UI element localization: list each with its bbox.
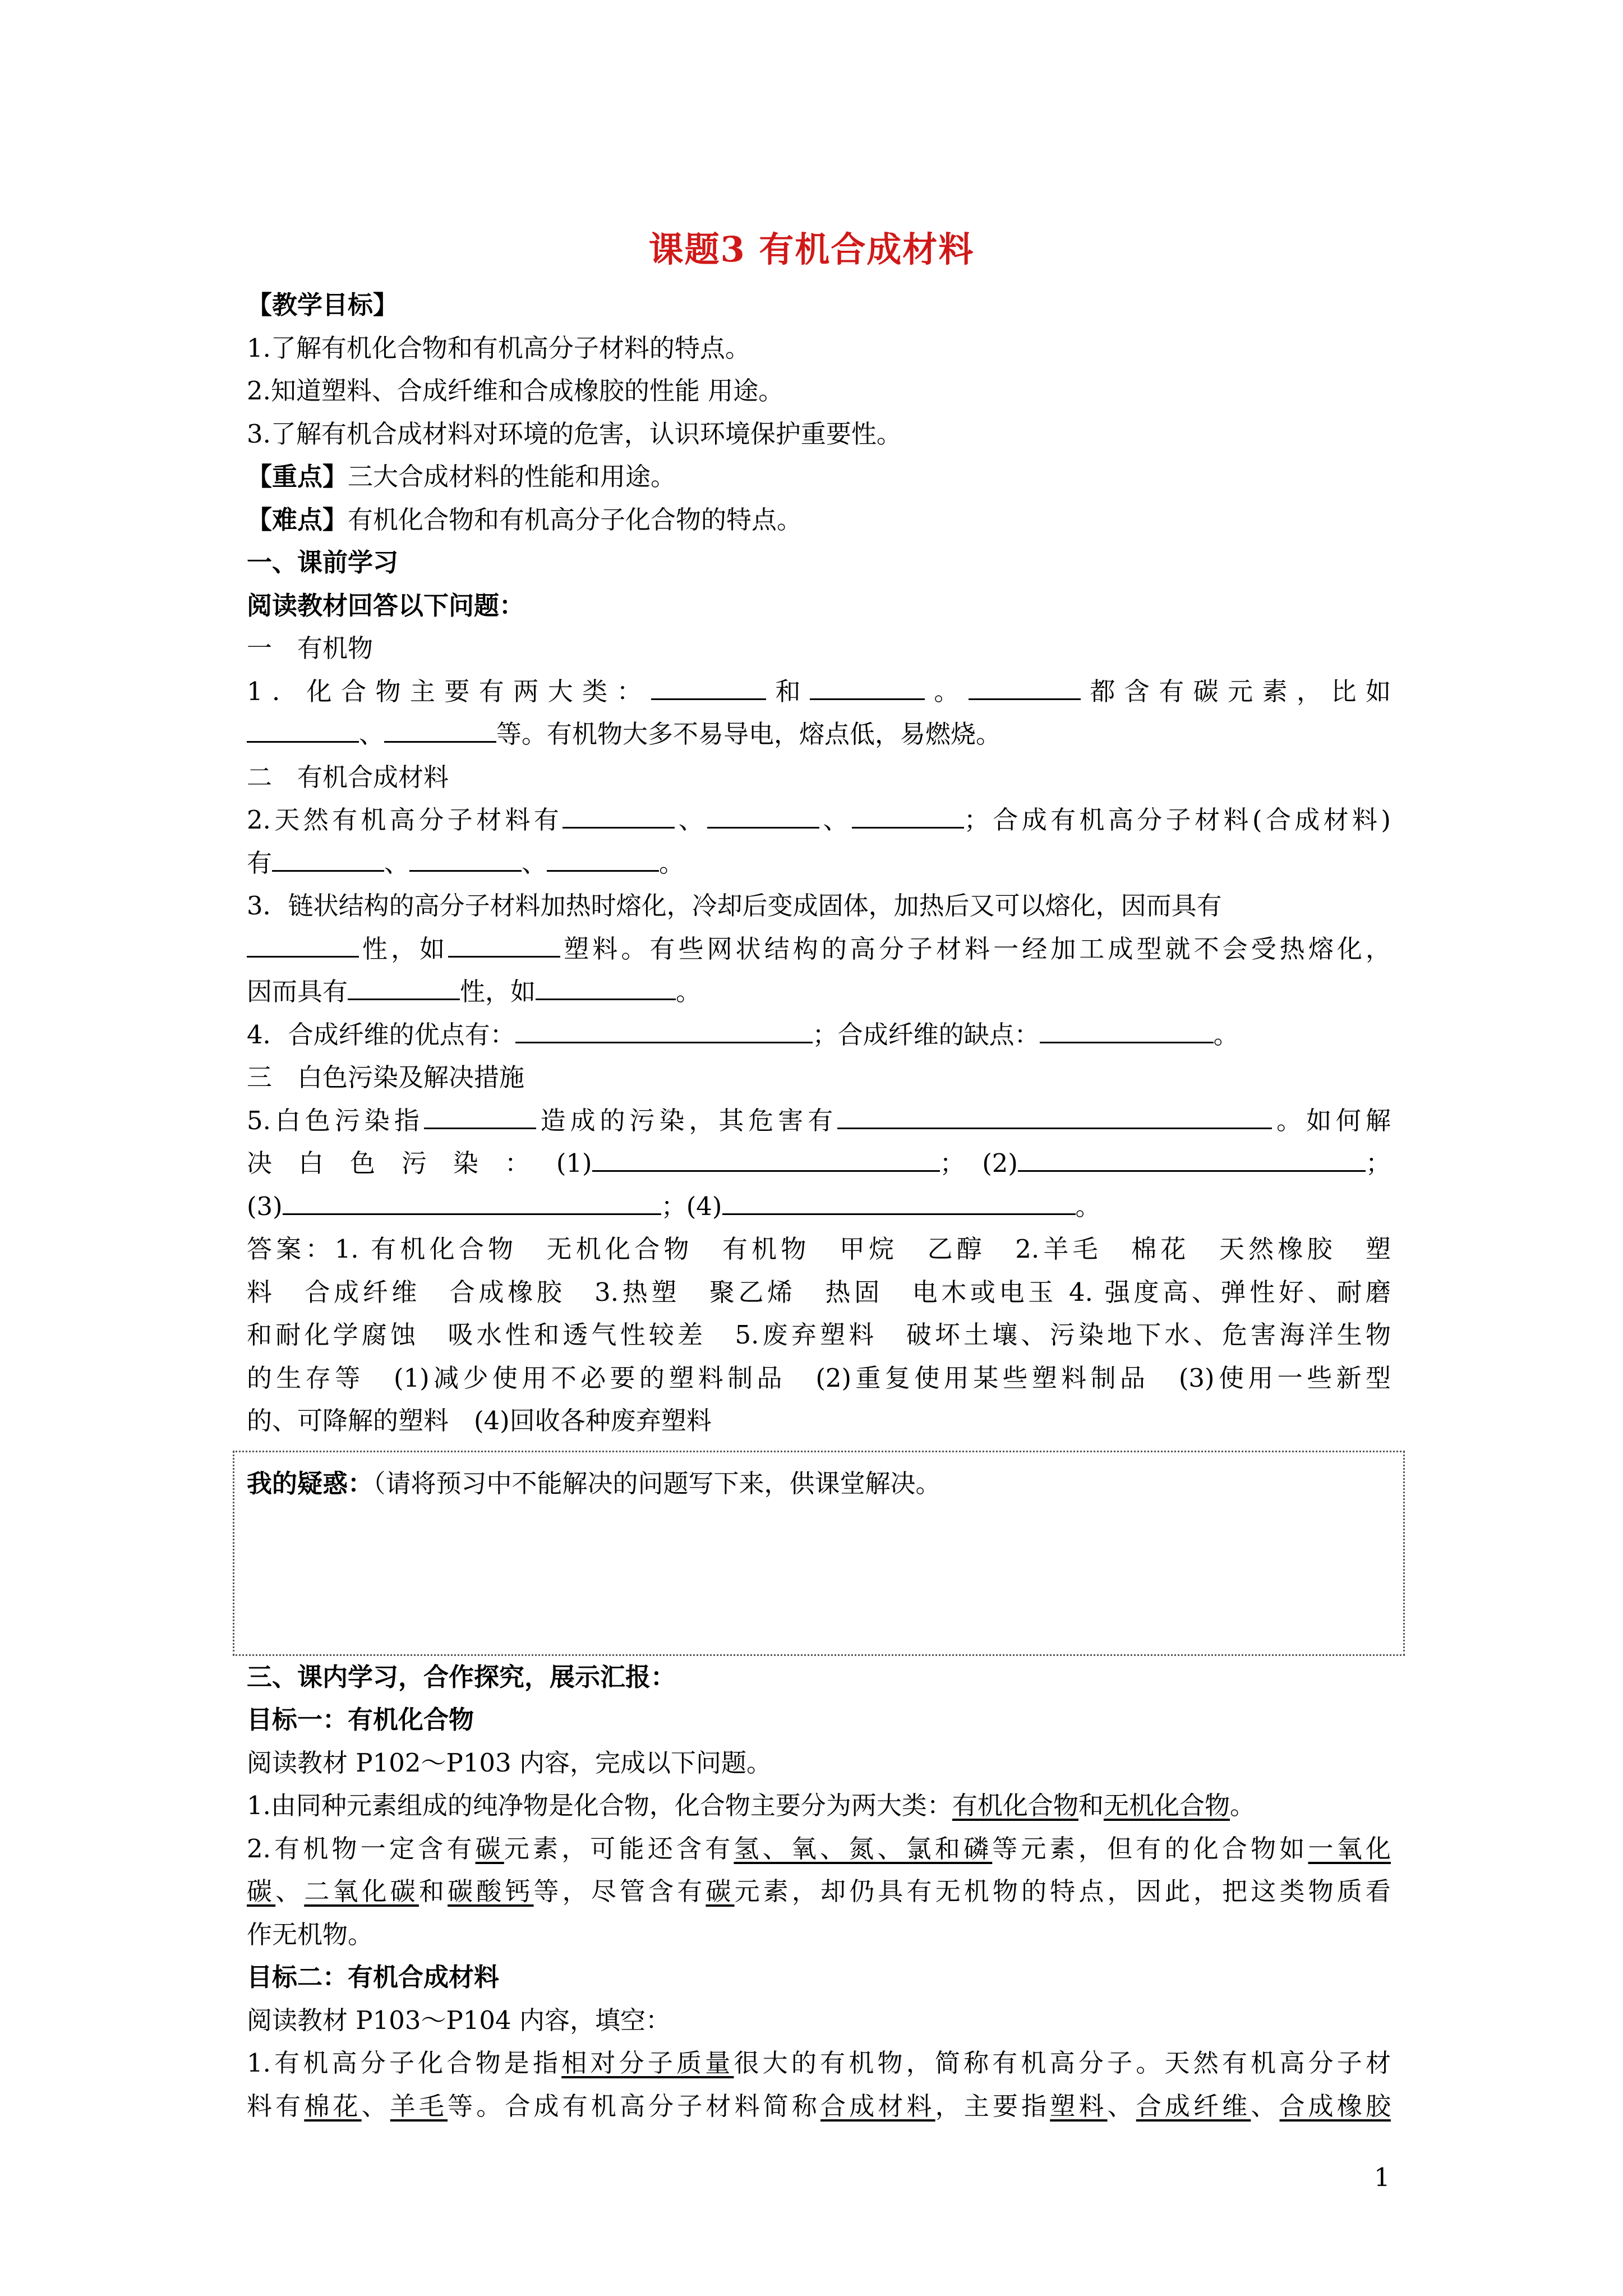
text: 和 bbox=[766, 676, 810, 706]
text: 、 bbox=[1251, 2091, 1280, 2121]
filled-answer: 二氧化碳 bbox=[304, 1876, 419, 1906]
answer-blank[interactable] bbox=[247, 933, 359, 958]
answer-blank[interactable] bbox=[592, 1148, 940, 1172]
answer-blank[interactable] bbox=[348, 976, 460, 1000]
doubt-label: 我的疑惑： bbox=[247, 1468, 374, 1498]
question-4 bbox=[247, 1014, 1391, 1057]
doubt-prompt bbox=[247, 1462, 1391, 1506]
text: ；合成有机高分子材料(合成材料) bbox=[963, 805, 1391, 835]
difficult-point bbox=[247, 499, 1391, 542]
text: 、 bbox=[675, 805, 708, 835]
filled-answer: 碳 bbox=[706, 1876, 735, 1906]
page-number: 1 bbox=[1374, 2162, 1390, 2192]
section-heading: 一、课前学习 bbox=[247, 547, 399, 577]
subheading: 二 有机合成材料 bbox=[247, 762, 449, 792]
text: 性，如 bbox=[359, 933, 449, 964]
filled-answer: 塑料 bbox=[1050, 2091, 1108, 2121]
text: 。 bbox=[1075, 1191, 1101, 1221]
text: 2.天然有机高分子材料有 bbox=[247, 805, 563, 835]
answer-blank[interactable] bbox=[448, 933, 560, 958]
text: 、 bbox=[522, 848, 547, 878]
text: 。 bbox=[659, 848, 685, 878]
text: 。如何解 bbox=[1272, 1105, 1391, 1135]
text: 、 bbox=[1107, 2091, 1136, 2121]
filled-answer: 无机化合物 bbox=[1103, 1791, 1230, 1820]
answer-line: 和耐化学腐蚀 吸水性和透气性较差 5.废弃塑料 破坏土壤、污染地下水、危害海洋生物 bbox=[247, 1320, 1391, 1350]
text: 等，尽管含有 bbox=[533, 1876, 706, 1906]
answer-blank[interactable] bbox=[384, 719, 496, 743]
objective-item: 3.了解有机合成材料对环境的危害，认识环境保护重要性。 bbox=[247, 418, 902, 449]
text: 元素，却仍具有无机物的特点，因此，把这类物质看 bbox=[734, 1876, 1391, 1906]
question-1-line-2 bbox=[247, 713, 1391, 756]
filled-answer: 碳 bbox=[247, 1876, 276, 1906]
text: 等。有机物大多不易导电，熔点低，易燃烧。 bbox=[496, 719, 1002, 749]
question-3-line-2 bbox=[247, 928, 1391, 971]
doubt-box[interactable] bbox=[233, 1451, 1405, 1656]
question-3-line-1: 3．链状结构的高分子材料加热时熔化，冷却后变成固体，加热后又可以熔化，因而具有 bbox=[247, 891, 1222, 921]
answer-line: 的、可降解的塑料 (4)回收各种废弃塑料 bbox=[247, 1406, 712, 1435]
text: 和 bbox=[418, 1876, 448, 1906]
text: 1.由同种元素组成的纯净物是化合物，化合物主要分为两大类： bbox=[247, 1791, 952, 1820]
read-prompt: 阅读教材回答以下问题： bbox=[247, 590, 525, 620]
filled-answer: 碳酸钙 bbox=[448, 1876, 534, 1906]
filled-answer: 合成材料 bbox=[820, 2091, 935, 2121]
goal1-item-2-line-1 bbox=[247, 1828, 1391, 1871]
text: ；(4) bbox=[661, 1191, 722, 1221]
read-instruction: 阅读教材 P102～P103 内容，完成以下问题。 bbox=[247, 1747, 772, 1778]
text: ； bbox=[1365, 1148, 1391, 1178]
answer-blank[interactable] bbox=[283, 1191, 661, 1215]
filled-answer: 有机化合物 bbox=[952, 1791, 1078, 1820]
answer-blank[interactable] bbox=[515, 1019, 813, 1043]
answer-blank[interactable] bbox=[707, 804, 819, 829]
filled-answer: 棉花 bbox=[304, 2091, 362, 2121]
text: 、 bbox=[275, 1876, 305, 1906]
subheading: 一 有机物 bbox=[247, 633, 374, 663]
doubt-text: （请将预习中不能解决的问题写下来，供课堂解决。 bbox=[373, 1468, 941, 1498]
text: 5.白色污染指 bbox=[247, 1105, 424, 1135]
text: 料有 bbox=[247, 2091, 305, 2121]
text: 有 bbox=[247, 848, 273, 878]
answer-blank[interactable] bbox=[247, 719, 359, 743]
question-2-line-2 bbox=[247, 842, 1391, 885]
objective-item: 2.知道塑料、合成纤维和合成橡胶的性能 用途。 bbox=[247, 376, 784, 406]
text: 2.有机物一定含有 bbox=[247, 1833, 476, 1864]
document-title: 课题3 有机合成材料 bbox=[648, 229, 975, 270]
answer-blank[interactable] bbox=[722, 1191, 1076, 1215]
text: 。 bbox=[924, 676, 969, 706]
answer-line: 答案：1. 有机化合物 无机化合物 有机物 甲烷 乙醇 2.羊毛 棉花 天然橡胶 塑 bbox=[247, 1234, 1391, 1264]
text: 很大的有机物，简称有机高分子。天然有机高分子材 bbox=[734, 2048, 1391, 2078]
answer-line: 的生存等 (1)减少使用不必要的塑料制品 (2)重复使用某些塑料制品 (3)使用一些新型 bbox=[247, 1363, 1391, 1393]
filled-answer: 碳 bbox=[475, 1833, 504, 1864]
answer-blank[interactable] bbox=[272, 848, 384, 872]
goal1-item-2-line-2 bbox=[247, 1870, 1391, 1913]
question-5-line-1 bbox=[247, 1099, 1391, 1143]
filled-answer: 一氧化 bbox=[1308, 1833, 1391, 1864]
text: 、 bbox=[819, 805, 852, 835]
goal-heading: 目标一：有机化合物 bbox=[247, 1705, 474, 1734]
answer-blank[interactable] bbox=[409, 848, 522, 872]
answer-blank[interactable] bbox=[837, 1105, 1272, 1129]
document-body bbox=[247, 284, 1391, 2128]
text: ； (2) bbox=[939, 1148, 1018, 1178]
goal2-item-1-line-2 bbox=[247, 2085, 1391, 2128]
text: ，主要指 bbox=[935, 2091, 1050, 2121]
text: 。 bbox=[676, 977, 702, 1006]
filled-answer: 合成橡胶 bbox=[1279, 2091, 1391, 2121]
answer-blank[interactable] bbox=[424, 1105, 536, 1129]
answer-blank[interactable] bbox=[651, 676, 766, 700]
filled-answer: 合成纤维 bbox=[1136, 2091, 1251, 2121]
text: 造成的污染，其危害有 bbox=[536, 1105, 838, 1135]
goal2-item-1-line-1 bbox=[247, 2042, 1391, 2085]
text: 因而具有 bbox=[247, 977, 348, 1006]
text: 1.有机高分子化合物是指 bbox=[247, 2048, 562, 2078]
key-text: 三大合成材料的性能和用途。 bbox=[348, 462, 676, 491]
goal1-item-2-line-3: 作无机物。 bbox=[247, 1919, 374, 1949]
read-instruction: 阅读教材 P103～P104 内容，填空： bbox=[247, 2005, 671, 2035]
objectives-header: 【教学目标】 bbox=[247, 290, 399, 320]
objective-item: 1.了解有机化合物和有机高分子材料的特点。 bbox=[247, 333, 750, 363]
answer-blank[interactable] bbox=[547, 848, 659, 872]
question-2-line-1 bbox=[247, 799, 1391, 842]
question-5-line-2 bbox=[247, 1142, 1391, 1185]
text: 决 白 色 污 染 ： (1) bbox=[247, 1148, 592, 1178]
question-3-line-3 bbox=[247, 970, 1391, 1014]
section-heading: 三、课内学习，合作探究，展示汇报： bbox=[247, 1662, 676, 1692]
key-point bbox=[247, 455, 1391, 499]
text: 、 bbox=[361, 2091, 390, 2121]
text: 性，如 bbox=[460, 977, 536, 1006]
text: 塑料。有些网状结构的高分子材料一经加工成型就不会受热熔化， bbox=[560, 933, 1391, 964]
answer-blank[interactable] bbox=[810, 676, 925, 700]
filled-answer: 氢、氧、氮、氯和磷 bbox=[734, 1833, 993, 1864]
key-label: 【重点】 bbox=[247, 462, 348, 491]
text: 等。合成有机高分子材料简称 bbox=[448, 2091, 821, 2121]
question-1-line-1 bbox=[247, 670, 1391, 714]
text: 4．合成纤维的优点有： bbox=[247, 1019, 515, 1050]
answer-blank[interactable] bbox=[562, 804, 675, 829]
text: 等元素，但有的化合物如 bbox=[992, 1833, 1308, 1864]
difficult-label: 【难点】 bbox=[247, 504, 348, 535]
goal-heading: 目标二：有机合成材料 bbox=[247, 1962, 500, 1992]
text: 和 bbox=[1078, 1791, 1104, 1820]
text: 1．化合物主要有两大类： bbox=[247, 676, 652, 706]
goal1-item-1 bbox=[247, 1784, 1391, 1828]
answer-blank[interactable] bbox=[536, 976, 676, 1000]
subheading: 三 白色污染及解决措施 bbox=[247, 1062, 525, 1092]
text: 都含有碳元素，比如 bbox=[1080, 676, 1391, 706]
answer-line: 料 合成纤维 合成橡胶 3.热塑 聚乙烯 热固 电木或电玉 4. 强度高、弹性好、耐磨 bbox=[247, 1277, 1391, 1307]
text: 。 bbox=[1229, 1791, 1255, 1820]
question-5-line-3 bbox=[247, 1185, 1391, 1228]
difficult-text: 有机化合物和有机高分子化合物的特点。 bbox=[348, 504, 803, 535]
text: ；合成纤维的缺点： bbox=[812, 1019, 1040, 1050]
text: 、 bbox=[384, 848, 410, 878]
text: 元素，可能还含有 bbox=[504, 1833, 734, 1864]
answer-blank[interactable] bbox=[1040, 1019, 1214, 1043]
answer-blank[interactable] bbox=[852, 804, 964, 829]
answer-blank[interactable] bbox=[1018, 1148, 1366, 1172]
filled-answer: 相对分子质量 bbox=[561, 2048, 734, 2078]
text: 、 bbox=[359, 719, 385, 749]
text: (3) bbox=[247, 1191, 283, 1221]
answer-blank[interactable] bbox=[969, 676, 1081, 700]
text: 。 bbox=[1213, 1019, 1239, 1050]
filled-answer: 羊毛 bbox=[390, 2091, 448, 2121]
